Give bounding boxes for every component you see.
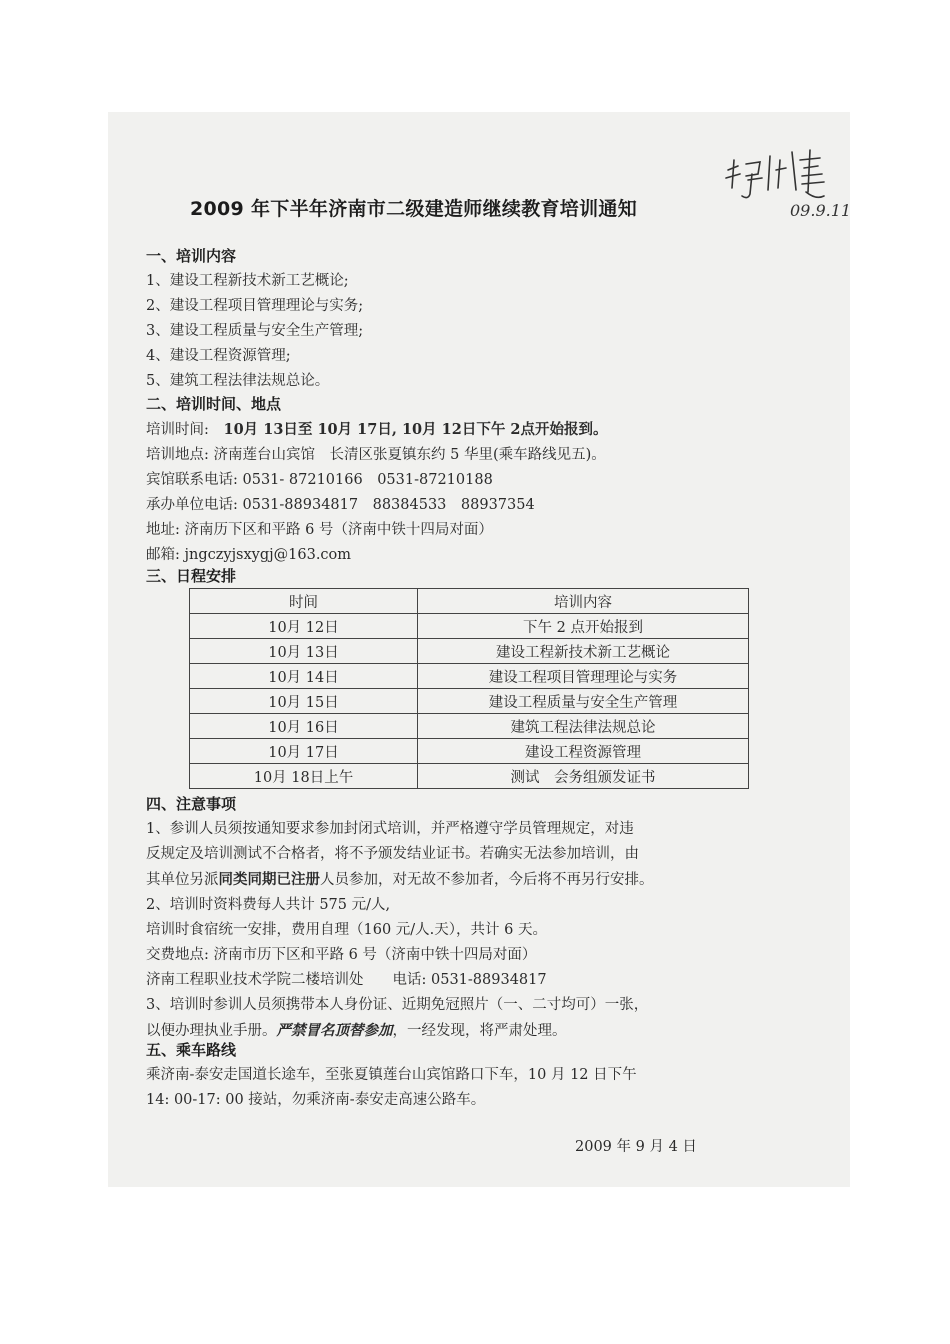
table-cell: 10月 12日	[190, 614, 418, 639]
table-cell: 建设工程资源管理	[418, 739, 749, 764]
note-line: 2、培训时资料费每人共计 575 元/人,	[146, 897, 391, 913]
section-heading: 三、日程安排	[146, 567, 237, 585]
table-row	[190, 614, 749, 639]
note-text: 其单位另派	[146, 872, 219, 888]
list-item: 4、建设工程资源管理;	[146, 348, 291, 364]
section-heading: 一、培训内容	[146, 247, 237, 265]
note-text: 人员参加，对无故不参加者，今后将不再另行安排。	[320, 872, 654, 888]
time-value: 10月 13日至 10月 17日, 10月 12日下午 2点开始报到。	[223, 421, 608, 438]
training-time	[146, 417, 608, 443]
place-label: 培训地点:	[146, 447, 209, 463]
page-title: 2009 年下半年济南市二级建造师继续教育培训通知	[190, 198, 637, 220]
section-schedule	[146, 564, 236, 589]
email: 邮箱: jngczyjsxygj@163.com	[146, 547, 352, 563]
table-cell: 下午 2 点开始报到	[418, 614, 749, 639]
table-cell: 10月 14日	[190, 664, 418, 689]
table-header-row	[190, 589, 749, 614]
training-place	[146, 443, 608, 468]
note-line: 交费地点: 济南市历下区和平路 6 号（济南中铁十四局对面）	[146, 947, 537, 963]
list-item: 1、建设工程新技术新工艺概论;	[146, 273, 349, 289]
section-heading: 四、注意事项	[146, 795, 237, 813]
table-row	[190, 689, 749, 714]
note-line: 3、培训时参训人员须携带本人身份证、近期免冠照片（一、二寸均可）一张，	[146, 997, 649, 1013]
route-line: 14: 00-17: 00 接站，勿乘济南-泰安走高速公路车。	[146, 1092, 486, 1108]
route-line: 乘济南-泰安走国道长途车，至张夏镇莲台山宾馆路口下车，10 月 12 日下午	[146, 1067, 637, 1083]
place-value: 济南莲台山宾馆 长清区张夏镇东约 5 华里(乘车路线见五)。	[213, 447, 606, 463]
organizer-phone: 承办单位电话: 0531-88934817 88384533 88937354	[146, 497, 535, 513]
table-cell: 10月 16日	[190, 714, 418, 739]
table-cell: 10月 18日上午	[190, 764, 418, 789]
table-cell: 建设工程项目管理理论与实务	[418, 664, 749, 689]
list-item: 3、建设工程质量与安全生产管理;	[146, 323, 364, 339]
table-row	[190, 639, 749, 664]
column-header: 时间	[190, 589, 418, 614]
time-label: 培训时间:	[146, 422, 209, 438]
hotel-phone: 宾馆联系电话: 0531- 87210166 0531-87210188	[146, 472, 493, 488]
section-content	[146, 244, 363, 394]
table-cell: 10月 15日	[190, 689, 418, 714]
emphasis-text: 严禁冒名顶替参加	[276, 1022, 393, 1039]
emphasis-text: 同类同期已注册	[218, 871, 320, 888]
table-row	[190, 664, 749, 689]
section-heading: 二、培训时间、地点	[146, 395, 282, 413]
table-cell: 测试 会务组颁发证书	[418, 764, 749, 789]
list-item: 2、建设工程项目管理理论与实务;	[146, 298, 364, 314]
list-item: 5、建筑工程法律法规总论。	[146, 373, 330, 389]
table-cell: 10月 13日	[190, 639, 418, 664]
note-text: ，一经发现，将严肃处理。	[392, 1023, 567, 1039]
note-line: 济南工程职业技术学院二楼培训处 电话: 0531-88934817	[146, 972, 547, 988]
document-date: 2009 年 9 月 4 日	[575, 1139, 697, 1155]
section-time-place	[146, 392, 608, 568]
section-notes	[146, 792, 654, 1044]
table-cell: 建筑工程法律法规总论	[418, 714, 749, 739]
table-row	[190, 764, 749, 789]
table-cell: 10月 17日	[190, 739, 418, 764]
section-heading: 五、乘车路线	[146, 1041, 237, 1059]
table-cell: 建设工程新技术新工艺概论	[418, 639, 749, 664]
note-text: 以便办理执业手册。	[146, 1023, 277, 1039]
note-line: 反规定及培训测试不合格者，将不予颁发结业证书。若确实无法参加培训，由	[146, 846, 639, 862]
column-header: 培训内容	[418, 589, 749, 614]
table-cell: 建设工程质量与安全生产管理	[418, 689, 749, 714]
schedule-table	[189, 588, 749, 789]
note-line	[146, 867, 654, 893]
note-line: 培训时食宿统一安排，费用自理（160 元/人.天），共计 6 天。	[146, 922, 547, 938]
table-row	[190, 739, 749, 764]
signature-date: 09.9.11	[790, 201, 852, 220]
section-route	[146, 1038, 637, 1113]
address: 地址: 济南历下区和平路 6 号（济南中铁十四局对面）	[146, 522, 493, 538]
table-row	[190, 714, 749, 739]
note-line: 1、参训人员须按通知要求参加封闭式培训，并严格遵守学员管理规定，对违	[146, 821, 634, 837]
